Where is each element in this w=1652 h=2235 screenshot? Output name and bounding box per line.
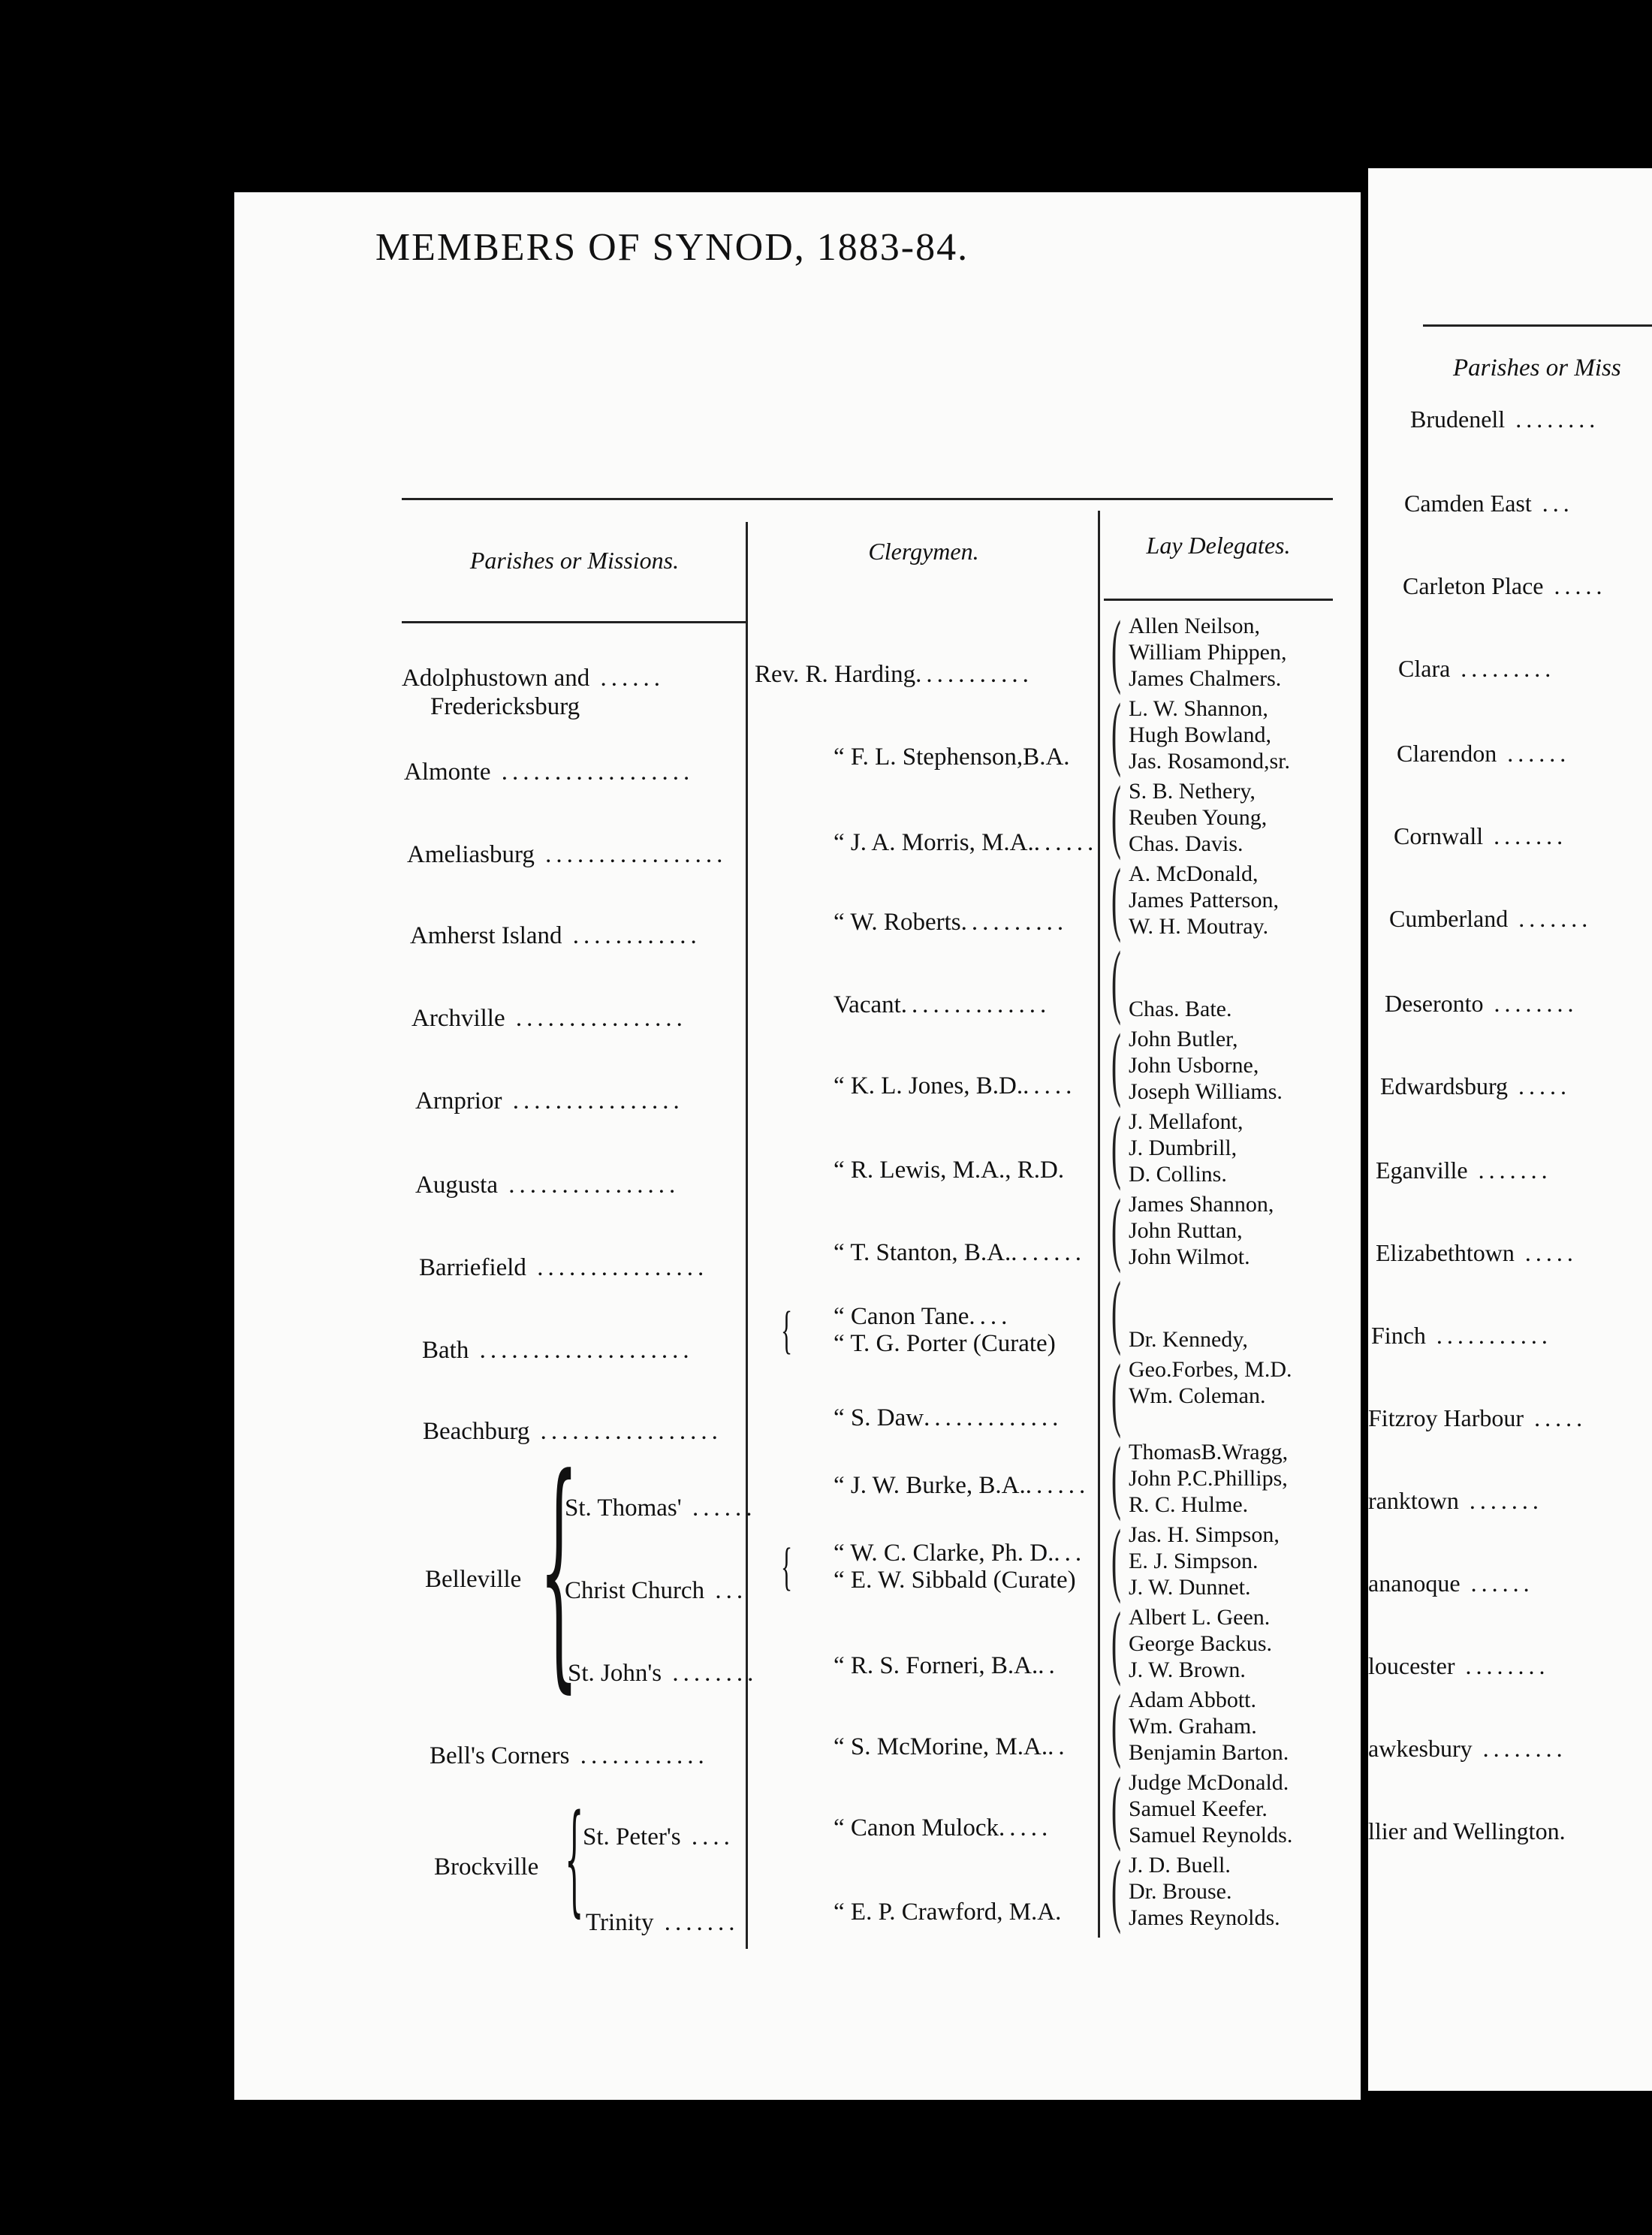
lay-brace: ( bbox=[1111, 852, 1121, 943]
leader-dots: ........... bbox=[915, 661, 1033, 688]
leader-dots: ....... bbox=[1483, 822, 1568, 849]
lay-delegate: Wm. Graham. bbox=[1129, 1714, 1257, 1739]
lay-brace: ( bbox=[1111, 1430, 1121, 1522]
leader-dots: .................. bbox=[490, 759, 695, 786]
leader-dots: ....... bbox=[1508, 905, 1593, 932]
leader-dots: .. bbox=[1048, 1733, 1069, 1760]
column-divider-2 bbox=[1098, 511, 1100, 1938]
leader-dots: .............. bbox=[900, 991, 1051, 1018]
clergyman-name: W. Roberts bbox=[850, 909, 961, 936]
right-page-parish-label: ranktown bbox=[1368, 1487, 1459, 1514]
right-page-parish bbox=[1368, 1652, 1550, 1680]
leader-dots: ................ bbox=[526, 1254, 709, 1281]
lay-delegate: Albert L. Geen. bbox=[1129, 1605, 1271, 1630]
parish-name bbox=[410, 922, 701, 950]
clergyman-name: T. Stanton, B.A. bbox=[850, 1239, 1011, 1266]
leader-dots: ........ bbox=[1483, 990, 1578, 1017]
right-page-parish bbox=[1404, 490, 1574, 517]
leader-dots: ................ bbox=[502, 1087, 684, 1114]
page-title: MEMBERS OF SYNOD, 1883-84. bbox=[375, 226, 969, 269]
clergyman bbox=[834, 829, 1098, 857]
ditto-mark: “ bbox=[834, 1072, 851, 1099]
parish-label: Almonte bbox=[404, 759, 491, 786]
lay-brace: ( bbox=[1111, 1843, 1121, 1935]
right-page-rule bbox=[1423, 324, 1652, 327]
lay-delegate: J. D. Buell. bbox=[1129, 1853, 1231, 1878]
lay-delegate: R. C. Hulme. bbox=[1129, 1492, 1249, 1517]
group-label-belleville: Belleville bbox=[425, 1566, 522, 1593]
parish-label: St. Thomas' bbox=[565, 1495, 682, 1522]
parish-name-line2: Fredericksburg bbox=[430, 693, 580, 720]
ditto-mark: “ bbox=[834, 1239, 851, 1266]
clergy-brace: { bbox=[781, 1538, 793, 1596]
leader-dots: .................... bbox=[469, 1337, 694, 1364]
lay-delegate: John Butler, bbox=[1129, 1027, 1238, 1051]
parish-name bbox=[430, 1742, 709, 1770]
lay-delegate: James Reynolds. bbox=[1129, 1905, 1280, 1930]
right-page-parish-label: Finch bbox=[1371, 1322, 1426, 1349]
right-page-parish-label: Fitzroy Harbour bbox=[1368, 1404, 1524, 1431]
right-page-parish bbox=[1368, 1735, 1567, 1763]
right-page bbox=[1368, 168, 1652, 2091]
clergyman-name: Canon Tane bbox=[850, 1303, 969, 1330]
lay-brace: ( bbox=[1111, 604, 1121, 695]
clergyman bbox=[755, 661, 1033, 689]
leader-dots: .. bbox=[1038, 1652, 1060, 1679]
lay-delegate: E. J. Simpson. bbox=[1129, 1549, 1259, 1573]
ditto-mark: “ bbox=[834, 1303, 851, 1330]
leader-dots: ........ bbox=[1505, 406, 1600, 433]
brockville-brace: { bbox=[565, 1788, 584, 1929]
right-page-parish bbox=[1376, 1157, 1552, 1184]
right-page-parish-label: Elizabethtown bbox=[1376, 1239, 1515, 1266]
ditto-mark: “ bbox=[834, 1540, 851, 1567]
clergyman bbox=[834, 1899, 1061, 1926]
leader-dots: ...... bbox=[1460, 1570, 1534, 1597]
lay-delegate: Jas. Rosamond,sr. bbox=[1129, 749, 1291, 774]
header-clergymen: Clergymen. bbox=[868, 538, 979, 565]
lay-delegate: Samuel Keefer. bbox=[1129, 1796, 1268, 1821]
ditto-mark: “ bbox=[834, 743, 851, 771]
clergyman-name: R. Lewis, M.A., R.D. bbox=[850, 1157, 1065, 1184]
parish-name bbox=[407, 841, 727, 869]
lay-delegate: Wm. Coleman. bbox=[1129, 1383, 1266, 1408]
parish-label: Ameliasburg bbox=[407, 841, 535, 868]
rule-header-bottom-left bbox=[402, 621, 747, 623]
right-page-parish bbox=[1368, 1404, 1587, 1432]
lay-delegate: John P.C.Phillips, bbox=[1129, 1466, 1288, 1491]
lay-delegate: George Backus. bbox=[1129, 1631, 1273, 1656]
right-page-parish bbox=[1376, 1239, 1578, 1267]
right-page-parish bbox=[1403, 572, 1606, 600]
right-page-parish bbox=[1368, 1817, 1566, 1845]
parish-name bbox=[586, 1909, 740, 1937]
parish-name bbox=[568, 1660, 758, 1688]
leader-dots: ................ bbox=[498, 1172, 680, 1199]
belleville-brace: { bbox=[539, 1425, 579, 1714]
rule-header-bottom-right bbox=[1104, 599, 1333, 601]
lay-brace: ( bbox=[1111, 1099, 1121, 1191]
lay-delegate: James Chalmers. bbox=[1129, 666, 1282, 691]
lay-delegate: John Wilmot. bbox=[1129, 1244, 1250, 1269]
clergyman-2 bbox=[834, 1567, 1076, 1594]
leader-dots: .... bbox=[969, 1303, 1012, 1330]
lay-delegate: Chas. Bate. bbox=[1129, 997, 1232, 1021]
leader-dots: ........ bbox=[1455, 1652, 1550, 1679]
right-page-parish bbox=[1394, 822, 1567, 850]
parish-name bbox=[415, 1172, 680, 1199]
lay-delegate: James Patterson, bbox=[1129, 888, 1279, 912]
lay-brace: ( bbox=[1111, 1017, 1121, 1108]
leader-dots: ................ bbox=[505, 1005, 687, 1032]
leader-dots: ................. bbox=[529, 1418, 722, 1445]
lay-delegate: Adam Abbott. bbox=[1129, 1688, 1256, 1712]
clergyman bbox=[834, 1814, 1052, 1842]
right-page-parish-label: Edwardsburg bbox=[1380, 1072, 1509, 1099]
ditto-mark: “ bbox=[834, 1814, 851, 1841]
parish-label: Bath bbox=[422, 1337, 469, 1364]
leader-dots: ...... bbox=[1497, 740, 1571, 767]
leader-dots: ............. bbox=[924, 1404, 1063, 1431]
lay-delegate: Benjamin Barton. bbox=[1129, 1740, 1289, 1765]
clergyman-name: Rev. R. Harding bbox=[755, 661, 916, 688]
lay-delegate: Reuben Young, bbox=[1129, 805, 1268, 830]
lay-brace: ( bbox=[1111, 1595, 1121, 1687]
clergyman-name: W. C. Clarke, Ph. D. bbox=[850, 1540, 1054, 1567]
group-label-brockville: Brockville bbox=[434, 1853, 539, 1881]
parish-label: Bell's Corners bbox=[430, 1742, 570, 1769]
leader-dots: ..... bbox=[1543, 572, 1607, 599]
clergy-brace: { bbox=[781, 1301, 793, 1359]
parish-name bbox=[565, 1495, 756, 1522]
lay-brace: ( bbox=[1111, 1182, 1121, 1274]
lay-delegate: Dr. Kennedy, bbox=[1129, 1327, 1248, 1352]
clergyman bbox=[834, 1072, 1076, 1100]
right-page-parish bbox=[1410, 406, 1599, 433]
right-page-parish bbox=[1385, 990, 1578, 1018]
parish-label: Trinity bbox=[586, 1909, 654, 1936]
parish-name bbox=[402, 665, 665, 692]
ditto-mark: “ bbox=[834, 1157, 851, 1184]
clergyman bbox=[834, 991, 1051, 1019]
clergyman bbox=[834, 1157, 1064, 1184]
right-page-parish-label: Clara bbox=[1398, 655, 1451, 682]
clergyman-2 bbox=[834, 1330, 1056, 1358]
leader-dots: ............ bbox=[562, 922, 701, 949]
lay-delegate: D. Collins. bbox=[1129, 1162, 1227, 1187]
leader-dots: ... bbox=[1054, 1540, 1087, 1567]
header-lay-delegates: Lay Delegates. bbox=[1146, 532, 1291, 559]
leader-dots: ........... bbox=[1425, 1322, 1552, 1349]
lay-delegate: John Usborne, bbox=[1129, 1053, 1259, 1078]
parish-name bbox=[422, 1337, 694, 1365]
right-page-parish-label: Clarendon bbox=[1397, 740, 1497, 767]
right-page-parish-label: Cornwall bbox=[1394, 822, 1484, 849]
leader-dots: ........ bbox=[1472, 1735, 1567, 1762]
right-page-parish bbox=[1389, 905, 1592, 933]
leader-dots: ..... bbox=[1023, 1072, 1077, 1099]
lay-delegate: Joseph Williams. bbox=[1129, 1079, 1283, 1104]
ditto-mark: “ bbox=[834, 1567, 851, 1594]
clergyman-name: R. S. Forneri, B.A. bbox=[850, 1652, 1039, 1679]
lay-delegate: L. W. Shannon, bbox=[1129, 696, 1268, 721]
lay-brace: ( bbox=[1111, 1760, 1121, 1852]
clergyman bbox=[834, 743, 1070, 771]
clergyman-name: Vacant bbox=[834, 991, 901, 1018]
right-page-parish bbox=[1397, 740, 1570, 768]
lay-delegate: Jas. H. Simpson, bbox=[1129, 1522, 1280, 1547]
clergyman-name: Canon Mulock bbox=[850, 1814, 999, 1841]
rule-top bbox=[402, 498, 1333, 500]
lay-delegate: William Phippen, bbox=[1129, 640, 1287, 665]
leader-dots: ...... bbox=[681, 1495, 757, 1522]
parish-name bbox=[404, 759, 694, 786]
clergyman bbox=[834, 1472, 1090, 1500]
ditto-mark: “ bbox=[834, 1330, 851, 1357]
lay-delegate: ThomasB.Wragg, bbox=[1129, 1440, 1289, 1464]
lay-delegate: James Shannon, bbox=[1129, 1192, 1274, 1217]
lay-delegate: Judge McDonald. bbox=[1129, 1770, 1289, 1795]
lay-delegate: A. McDonald, bbox=[1129, 861, 1259, 886]
leader-dots: ..... bbox=[1514, 1239, 1578, 1266]
lay-brace: ( bbox=[1111, 769, 1121, 861]
ditto-mark: “ bbox=[834, 1472, 851, 1499]
right-page-parish-label: loucester bbox=[1368, 1652, 1455, 1679]
header-parishes: Parishes or Missions. bbox=[469, 547, 680, 574]
leader-dots: ..... bbox=[1508, 1072, 1572, 1099]
lay-brace: ( bbox=[1111, 1347, 1121, 1439]
right-page-parish-label: Camden East bbox=[1404, 490, 1532, 517]
right-page-parish-label: awkesbury bbox=[1368, 1735, 1473, 1762]
clergyman bbox=[834, 1540, 1086, 1567]
right-page-parish bbox=[1398, 655, 1555, 683]
right-page-parish-label: llier and Wellington. bbox=[1368, 1817, 1566, 1844]
right-page-parish-label: Eganville bbox=[1376, 1157, 1468, 1184]
right-page-parish-label: Cumberland bbox=[1389, 905, 1509, 932]
lay-delegate: J. Mellafont, bbox=[1129, 1109, 1244, 1134]
lay-delegate: Hugh Bowland, bbox=[1129, 722, 1271, 747]
leader-dots: ... bbox=[1531, 490, 1574, 517]
column-divider-1 bbox=[746, 522, 748, 1949]
leader-dots: .... bbox=[680, 1823, 734, 1850]
lay-brace: ( bbox=[1111, 1513, 1121, 1604]
leader-dots: ........ bbox=[662, 1660, 758, 1687]
clergyman-name: T. G. Porter (Curate) bbox=[850, 1330, 1056, 1357]
parish-label: Augusta bbox=[415, 1172, 498, 1199]
lay-delegate: W. H. Moutray. bbox=[1129, 914, 1269, 939]
lay-delegate: J. W. Brown. bbox=[1129, 1657, 1246, 1682]
right-page-header: Parishes or Miss bbox=[1453, 354, 1621, 382]
lay-delegate: John Ruttan, bbox=[1129, 1218, 1243, 1243]
ditto-mark: “ bbox=[834, 1899, 851, 1926]
lay-delegate: J. Dumbrill, bbox=[1129, 1136, 1237, 1160]
right-page-parish-label: Deseronto bbox=[1385, 990, 1484, 1017]
ditto-mark: “ bbox=[834, 1733, 851, 1760]
ditto-mark: “ bbox=[834, 829, 851, 856]
leader-dots: ....... bbox=[653, 1909, 740, 1936]
clergyman-name: J. W. Burke, B.A. bbox=[850, 1472, 1026, 1499]
parish-label: Beachburg bbox=[423, 1418, 530, 1445]
right-page-parish bbox=[1380, 1072, 1571, 1100]
parish-name bbox=[565, 1577, 747, 1605]
right-page-parish bbox=[1368, 1487, 1543, 1515]
leader-dots: ...... bbox=[1025, 1472, 1090, 1499]
right-page-parish bbox=[1368, 1570, 1534, 1597]
leader-dots: ...... bbox=[589, 665, 665, 692]
leader-dots: ............ bbox=[569, 1742, 709, 1769]
clergyman-name: E. W. Sibbald (Curate) bbox=[850, 1567, 1076, 1594]
lay-delegate: Samuel Reynolds. bbox=[1129, 1823, 1293, 1847]
parish-label: Archville bbox=[411, 1005, 505, 1032]
clergyman bbox=[834, 1733, 1069, 1761]
parish-name bbox=[415, 1087, 684, 1115]
right-page-parish-label: ananoque bbox=[1368, 1570, 1461, 1597]
lay-brace: ( bbox=[1111, 686, 1121, 778]
leader-dots: ... bbox=[704, 1577, 748, 1604]
clergyman-name: S. Daw bbox=[850, 1404, 924, 1431]
clergyman-name: S. McMorine, M.A. bbox=[850, 1733, 1048, 1760]
lay-delegate: Geo.Forbes, M.D. bbox=[1129, 1357, 1292, 1382]
clergyman-name: E. P. Crawford, M.A. bbox=[850, 1899, 1062, 1926]
leader-dots: ..... bbox=[1524, 1404, 1587, 1431]
leader-dots: ....... bbox=[1467, 1157, 1552, 1184]
parish-label: Arnprior bbox=[415, 1087, 502, 1114]
right-page-parish bbox=[1371, 1322, 1552, 1350]
lay-brace: ( bbox=[1111, 1678, 1121, 1769]
clergyman bbox=[834, 1303, 1011, 1331]
clergyman-name: F. L. Stephenson,B.A. bbox=[850, 743, 1070, 771]
lay-delegate: Dr. Brouse. bbox=[1129, 1879, 1232, 1904]
clergyman bbox=[834, 1404, 1063, 1432]
clergyman bbox=[834, 1239, 1086, 1267]
parish-name bbox=[411, 1005, 687, 1033]
clergyman-name: J. A. Morris, M.A. bbox=[850, 829, 1034, 856]
leader-dots: ..... bbox=[998, 1814, 1053, 1841]
right-page-parish-label: Carleton Place bbox=[1403, 572, 1544, 599]
lay-delegate: S. B. Nethery, bbox=[1129, 779, 1256, 804]
clergyman bbox=[834, 909, 1068, 937]
parish-label: Christ Church bbox=[565, 1577, 705, 1604]
ditto-mark: “ bbox=[834, 909, 851, 936]
clergyman-name: K. L. Jones, B.D. bbox=[850, 1072, 1023, 1099]
lay-brace: ( bbox=[1111, 934, 1121, 1026]
parish-label: St. Peter's bbox=[583, 1823, 681, 1850]
right-page-parish-label: Brudenell bbox=[1410, 406, 1506, 433]
clergyman bbox=[834, 1652, 1060, 1680]
leader-dots: ....... bbox=[1011, 1239, 1086, 1266]
ditto-mark: “ bbox=[834, 1404, 851, 1431]
lay-brace: ( bbox=[1111, 1265, 1121, 1356]
parish-label: Adolphustown and bbox=[402, 665, 590, 692]
parish-name bbox=[419, 1254, 708, 1282]
parish-name bbox=[583, 1823, 734, 1851]
leader-dots: ...... bbox=[1033, 829, 1099, 856]
parish-label: Barriefield bbox=[419, 1254, 526, 1281]
parish-label: St. John's bbox=[568, 1660, 662, 1687]
lay-delegate: J. W. Dunnet. bbox=[1129, 1575, 1251, 1600]
lay-delegate: Allen Neilson, bbox=[1129, 614, 1260, 638]
ditto-mark: “ bbox=[834, 1652, 851, 1679]
parish-label: Amherst Island bbox=[410, 922, 562, 949]
leader-dots: ......... bbox=[1450, 655, 1556, 682]
leader-dots: ................. bbox=[534, 841, 728, 868]
lay-delegate: Chas. Davis. bbox=[1129, 831, 1244, 856]
leader-dots: ....... bbox=[1458, 1487, 1543, 1514]
leader-dots: .......... bbox=[960, 909, 1069, 936]
